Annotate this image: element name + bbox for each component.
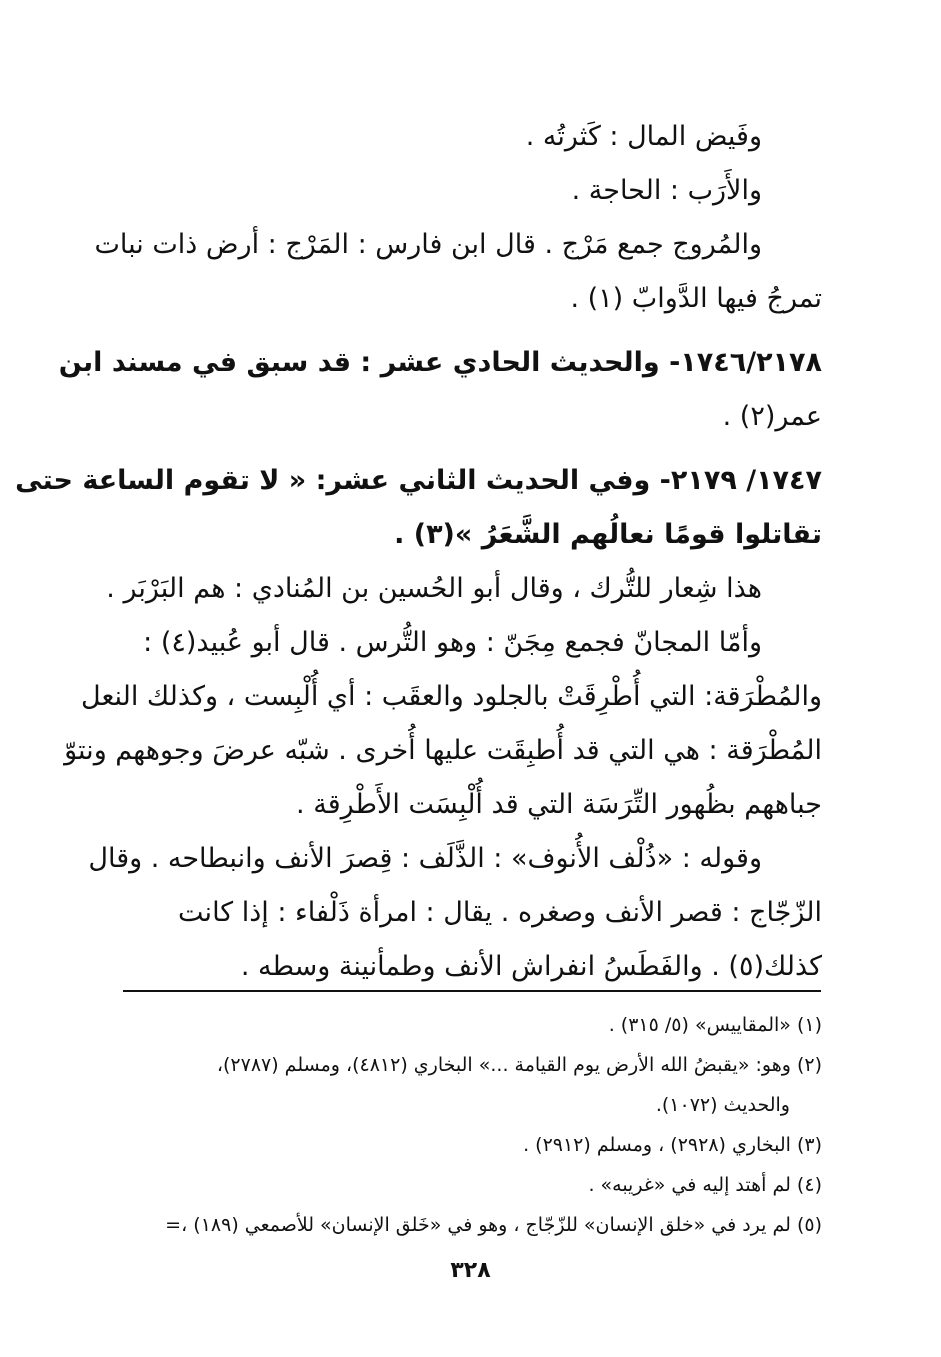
text-line: وقوله : «ذُلْف الأُنوف» : الذَّلَف : قِصرَ الأنف وانبطاحه . وقال bbox=[88, 843, 762, 874]
text-line: هذا شِعار للتُّرك ، وقال أبو الحُسين بن المُنادي : هم البَرْبَر . bbox=[106, 573, 762, 604]
page-number: ٣٢٨ bbox=[450, 1258, 491, 1283]
text-line: وفَيض المال : كَثرتُه . bbox=[525, 121, 762, 152]
footnote: والحديث (١٠٧٢). bbox=[655, 1094, 790, 1116]
text-line: الزّجّاج : قصر الأنف وصغره . يقال : امرأة ذَلْفاء : إذا كانت bbox=[178, 897, 822, 928]
text-line: والمُروج جمع مَرْج . قال ابن فارس : المَرْج : أرض ذات نبات bbox=[94, 229, 762, 260]
hadith-heading: ١٧٤٧/ ٢١٧٩- وفي الحديث الثاني عشر: « لا تقوم الساعة حتى bbox=[15, 465, 822, 496]
hadith-heading: ١٧٤٦/٢١٧٨- والحديث الحادي عشر : قد سبق في مسند ابن bbox=[58, 347, 822, 378]
text-line: وأمّا المجانّ فجمع مِجَنّ : وهو التُّرس . قال أبو عُبيد(٤) : bbox=[143, 627, 762, 658]
footnote: (١) «المقاييس» (٥/ ٣١٥) . bbox=[608, 1014, 822, 1036]
text-line: المُطْرَقة : هي التي قد أُطبِقَت عليها أُخرى . شبّه عرضَ وجوههم ونتوّ bbox=[64, 735, 822, 766]
text-line: والمُطْرَقة: التي أُطْرِقَتْ بالجلود والعقَب : أي أُلْبِست ، وكذلك النعل bbox=[81, 681, 822, 712]
text-line: تمرجُ فيها الدَّوابّ (١) . bbox=[570, 283, 822, 314]
text-line: والأَرَب : الحاجة . bbox=[571, 175, 762, 206]
text-line: كذلك(٥) . والفَطَسُ انفراش الأنف وطمأنينة وسطه . bbox=[240, 951, 822, 982]
footnote: (٢) وهو: «يقبضُ الله الأرض يوم القيامة ...» البخاري (٤٨١٢)، ومسلم (٢٧٨٧)، bbox=[216, 1054, 822, 1076]
main-text bbox=[15, 110, 822, 994]
text-line: جباههم بظُهور التِّرَسَة التي قد أُلْبِسَت الأَطْرِقة . bbox=[296, 789, 822, 820]
footnote-divider bbox=[123, 990, 821, 992]
footnote: (٥) لم يرد في «خلق الإنسان» للزّجّاج ، وهو في «خَلق الإنسان» للأصمعي (١٨٩) ،= bbox=[165, 1214, 822, 1236]
footnote: (٣) البخاري (٢٩٢٨) ، ومسلم (٢٩١٢) . bbox=[523, 1134, 822, 1156]
footnotes bbox=[82, 1005, 822, 1245]
hadith-text: تقاتلوا قومًا نعالُهم الشَّعَرُ »(٣) . bbox=[394, 519, 822, 550]
footnote: (٤) لم أهتد إليه في «غريبه» . bbox=[588, 1174, 822, 1196]
text-line: عمر(٢) . bbox=[722, 401, 822, 432]
